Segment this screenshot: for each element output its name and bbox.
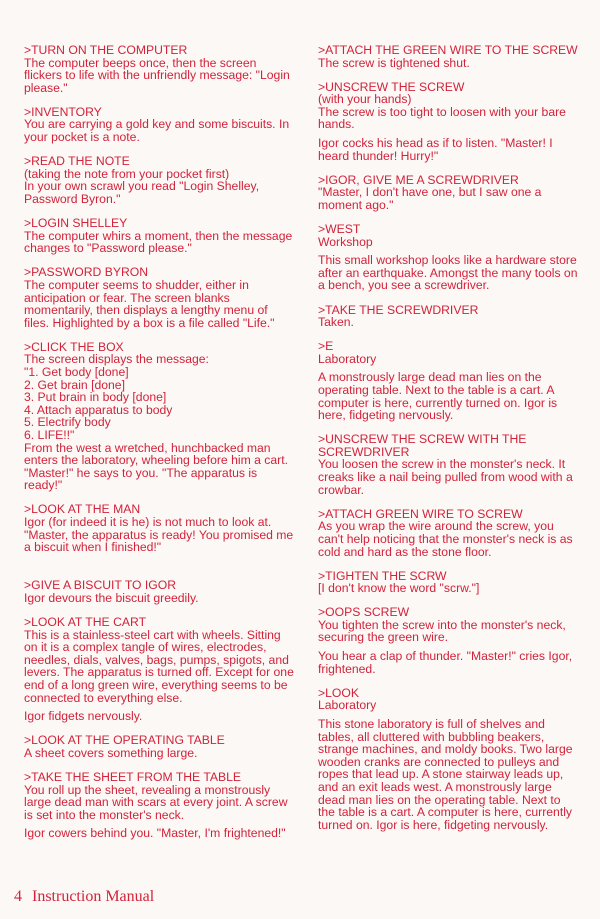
transcript-entry	[318, 508, 580, 558]
response-paragraph: Igor fidgets nervously.	[24, 709, 143, 724]
transcript-entry	[318, 340, 580, 422]
transcript-entry	[24, 217, 294, 255]
command-and-response: >ATTACH GREEN WIRE TO SCREW As you wrap the wire around the screw, you can't help noticing that the monster's neck is as cold and hard as the stone floor.	[318, 506, 573, 559]
response-paragraph: Igor cocks his head as if to listen. "Master! I heard thunder! Hurry!"	[318, 136, 553, 163]
command-and-response: >TURN ON THE COMPUTER The computer beeps once, then the screen flickers to life with the unfriendly message: "Login please."	[24, 43, 290, 95]
transcript-entry	[318, 606, 580, 675]
command-and-response: >OOPS SCREW You tighten the screw into the monster's neck, securing the green wire.	[318, 605, 566, 645]
command-and-response: >TIGHTEN THE SCRW [I don't know the word "scrw."]	[318, 568, 480, 596]
command-and-response: >LOOK AT THE OPERATING TABLE A sheet covers something large.	[24, 733, 225, 760]
transcript-entry	[318, 44, 580, 69]
command-and-response: >PASSWORD BYRON The computer seems to shudder, either in anticipation or fear. The screen blanks momentarily, then displays a lengthy menu of files. Highlighted by a box is a file called "Life."	[24, 265, 275, 330]
transcript-entry	[24, 266, 294, 329]
command-and-response: >ATTACH THE GREEN WIRE TO THE SCREW The screw is tightened shut.	[318, 43, 578, 70]
transcript-entry	[24, 503, 294, 553]
command-and-response: >LOOK AT THE MAN Igor (for indeed it is he) is not much to look at. "Master, the apparatus is ready! You promised me a biscuit when I finished!"	[24, 502, 294, 555]
response-paragraph: This stone laboratory is full of shelves and tables, all cluttered with bubbling beakers, strange machines, and moldy books. Two large wooden cranks are connected to pulleys and ropes that lead up. A stone stairway leads up, and an exit leads west. A monstrously large dead man lies on the operating table. Next to the table is a cart. A computer is here, currently turned on. Igor is here, fidgeting nervously.	[318, 716, 573, 832]
transcript-entry	[24, 771, 294, 840]
transcript-entry	[24, 734, 294, 759]
response-paragraph: This small workshop looks like a hardware store after an earthquake. Amongst the many tools on a bench, you see a screwdriver.	[318, 253, 578, 293]
page-footer	[14, 888, 154, 906]
response-paragraph: A monstrously large dead man lies on the operating table. Next to the table is a cart. A computer is here, currently turned on. Igor is here, fidgeting nervously.	[318, 370, 558, 423]
transcript-entry	[318, 570, 580, 595]
transcript-entry	[24, 106, 294, 144]
command-and-response: >E Laboratory	[318, 339, 377, 366]
response-paragraph: You hear a clap of thunder. "Master!" cries Igor, frightened.	[318, 649, 573, 676]
command-and-response: >IGOR, GIVE ME A SCREWDRIVER "Master, I don't have one, but I saw one a moment ago."	[318, 172, 542, 212]
transcript-entry	[24, 155, 294, 205]
command-and-response: >READ THE NOTE (taking the note from your pocket first) In your own scrawl you read "Login Shelley, Password Byron."	[24, 154, 260, 206]
transcript-entry	[24, 616, 294, 723]
transcript-entry	[318, 81, 580, 163]
transcript-entry	[318, 304, 580, 329]
command-and-response: >LOGIN SHELLEY The computer whirs a moment, then the message changes to "Password please."	[24, 216, 293, 256]
command-and-response: >GIVE A BISCUIT TO IGOR Igor devours the biscuit greedily.	[24, 578, 199, 605]
command-and-response: >TAKE THE SHEET FROM THE TABLE You roll up the sheet, revealing a monstrously large dead man with scars at every joint. A screw is set into the monster's neck.	[24, 769, 288, 822]
command-and-response: >LOOK AT THE CART This is a stainless-steel cart with wheels. Sitting on it is a complex tangle of wires, electrodes, needles, dials, valves, bags, pumps, spigots, and levers. The apparatus is turned off. Except for one end of a long green wire, everything seems to be connected to everything else.	[24, 614, 294, 705]
command-and-response: >CLICK THE BOX The screen displays the message: "1. Get body [done] 2. Get brain [done] 3. Put brain in body [done] 4. Attach apparatus to body 5. Electrify body 6. LIFE!!" From the west a wretched, hunchbacked man enters the laboratory, wheeling before him a cart. "Master!" he says to you. "The apparatus is ready!"	[24, 339, 288, 493]
transcript-entry	[24, 341, 294, 492]
command-and-response: >LOOK Laboratory	[318, 685, 377, 713]
transcript-entry	[24, 44, 294, 94]
transcript-entry	[318, 687, 580, 832]
command-and-response: >TAKE THE SCREWDRIVER Taken.	[318, 302, 479, 330]
transcript-entry	[318, 223, 580, 292]
left-column	[24, 44, 294, 851]
transcript-entry	[318, 433, 580, 496]
right-column	[318, 44, 580, 843]
response-paragraph: Igor cowers behind you. "Master, I'm frightened!"	[24, 826, 286, 841]
command-and-response: >UNSCREW THE SCREW (with your hands) The screw is too tight to loosen with your bare hands.	[318, 79, 566, 132]
command-and-response: >UNSCREW THE SCREW WITH THE SCREWDRIVER You loosen the screw in the monster's neck. It creaks like a nail being pulled from wood with a crowbar.	[318, 432, 573, 497]
manual-title: Instruction Manual	[32, 888, 155, 905]
page-number: 4	[14, 888, 22, 905]
transcript-entry	[318, 174, 580, 212]
command-and-response: >WEST Workshop	[318, 222, 373, 249]
transcript-entry	[24, 579, 294, 604]
command-and-response: >INVENTORY You are carrying a gold key and some biscuits. In your pocket is a note.	[24, 104, 290, 145]
